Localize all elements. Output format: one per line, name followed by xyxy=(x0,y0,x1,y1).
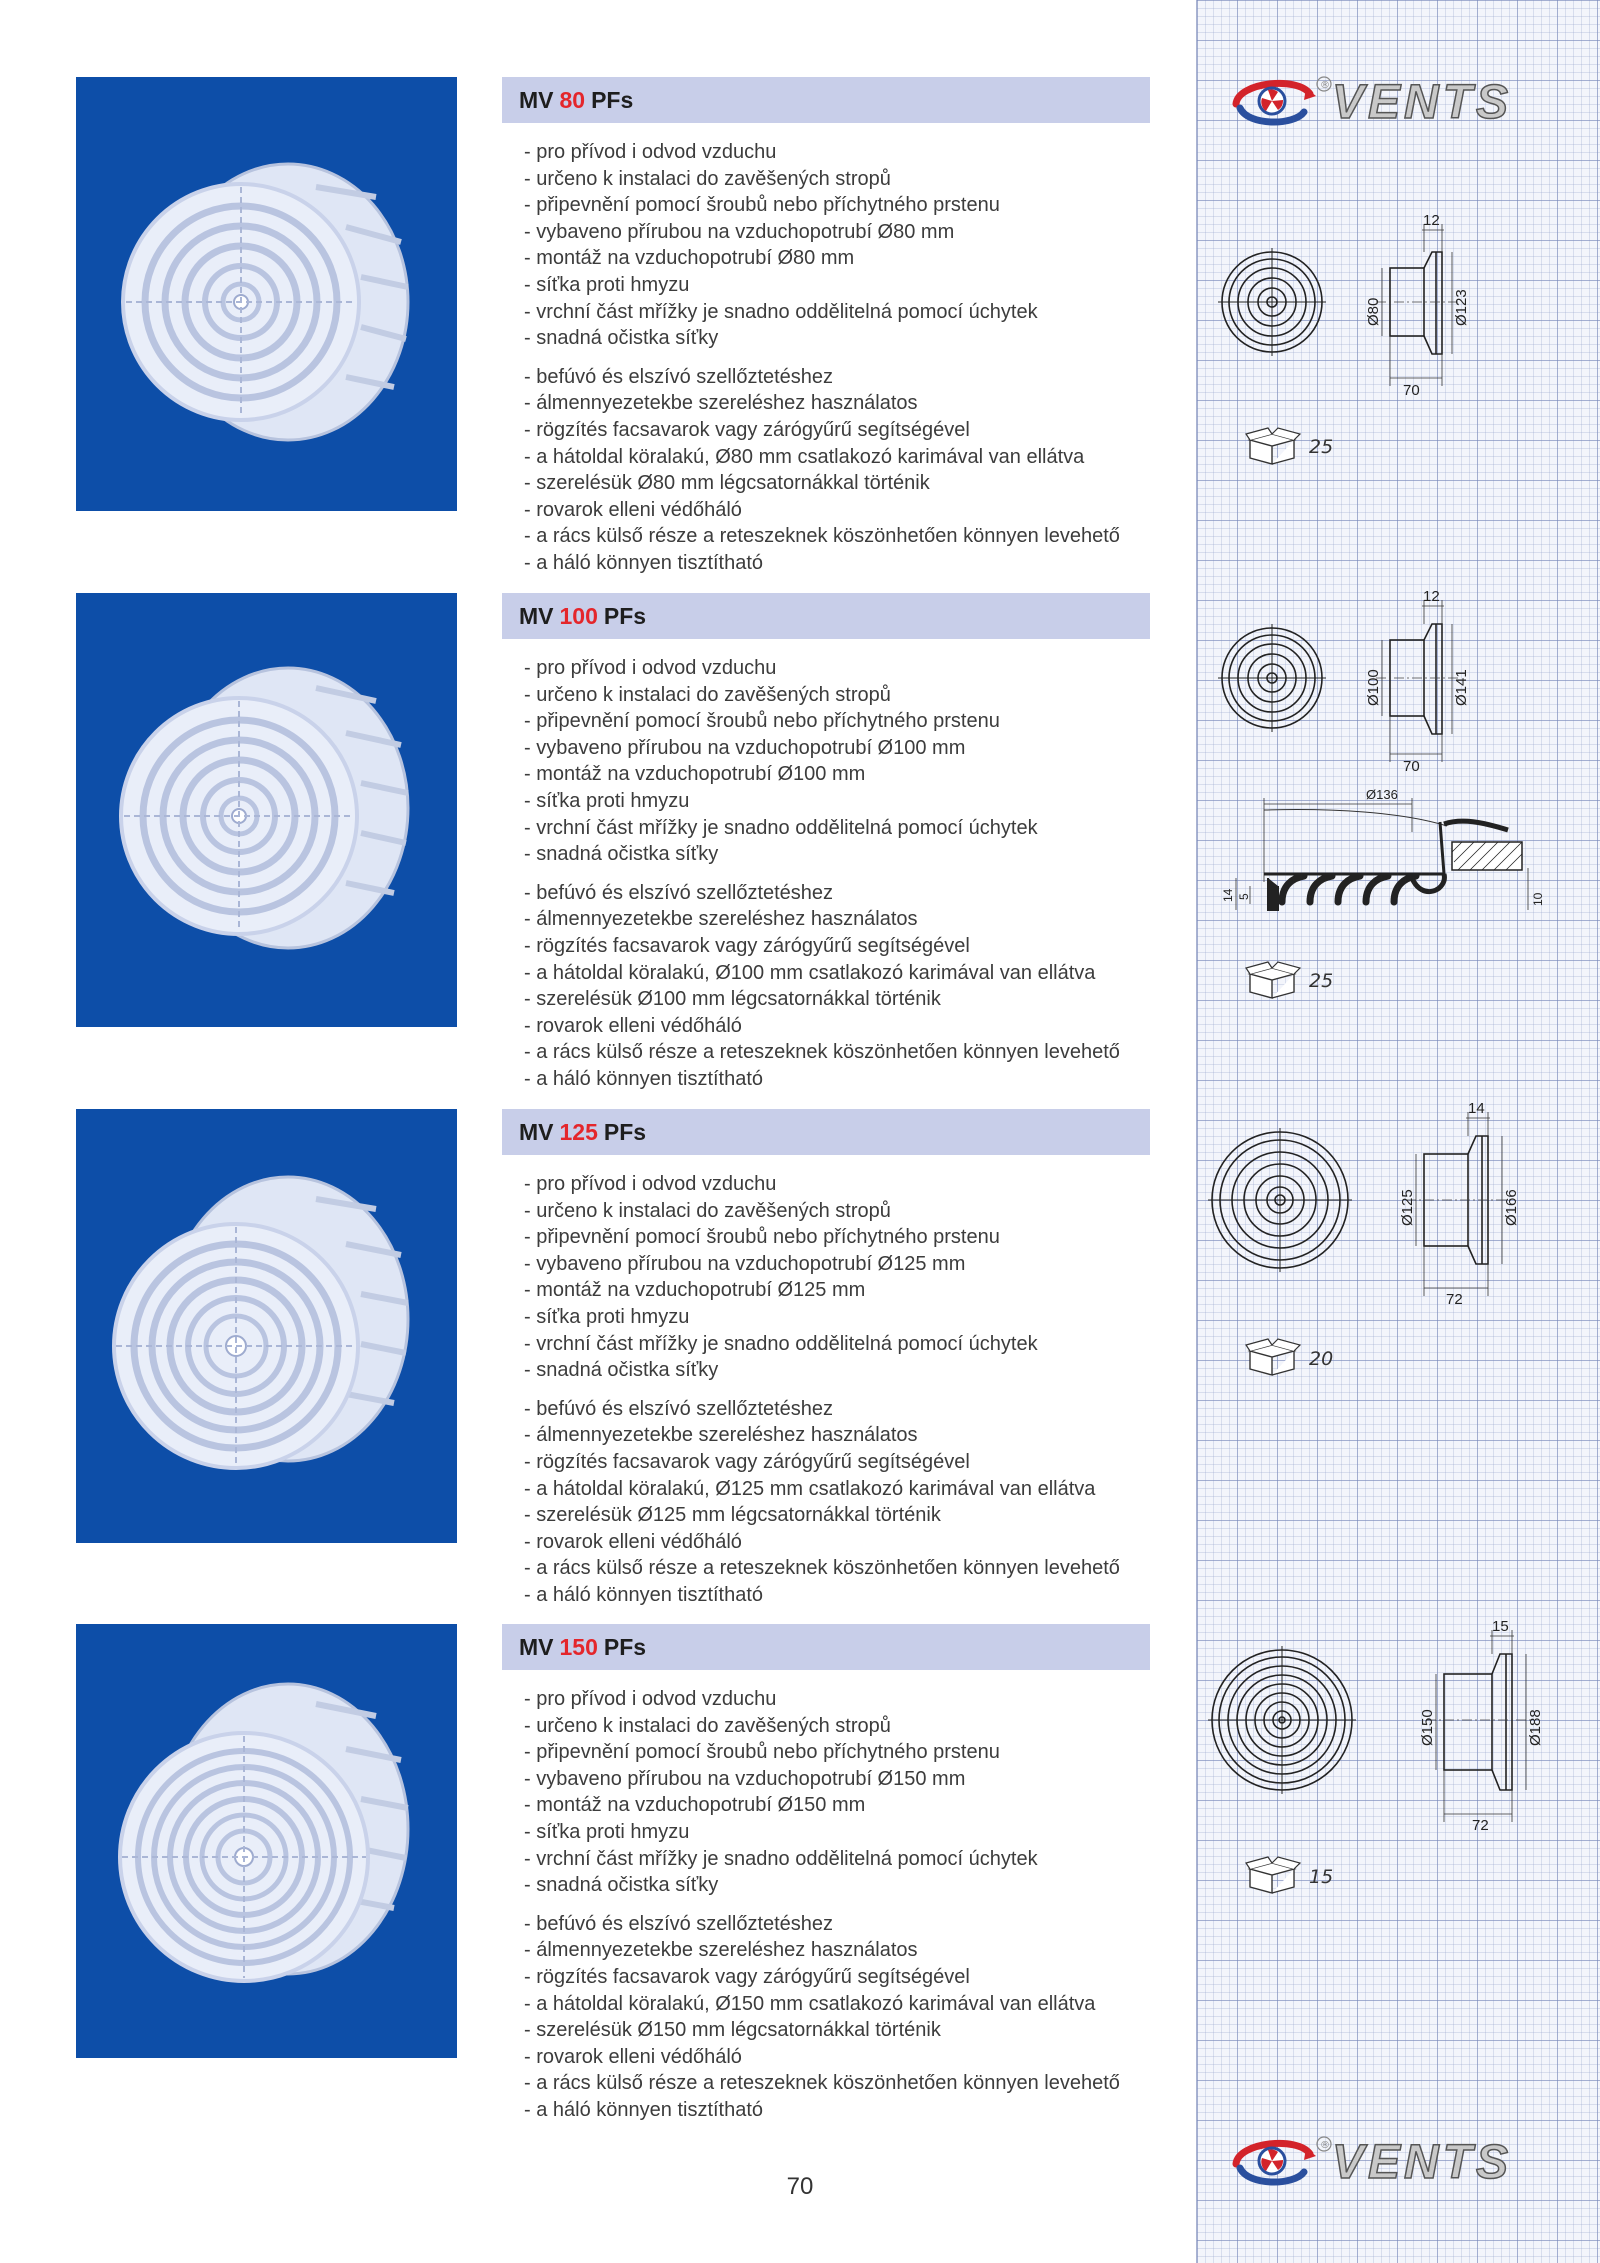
feature-item: - rögzítés facsavarok vagy zárógyűrű segítségével xyxy=(524,934,970,957)
dim-depth: 12 xyxy=(1423,588,1440,605)
model-prefix: MV xyxy=(519,602,554,629)
product-section-mv125 xyxy=(502,1109,1150,1609)
feature-item: - rögzítés facsavarok vagy zárógyűrű segítségével xyxy=(524,1965,970,1988)
pack-quantity: 15 xyxy=(1309,1866,1334,1888)
product-section-mv80 xyxy=(502,77,1150,577)
feature-item: - szerelésük Ø100 mm légcsatornákkal történik xyxy=(524,988,941,1011)
feature-item: - síťka proti hmyzu xyxy=(524,789,690,812)
box-icon xyxy=(1244,1857,1304,1897)
feature-item: - síťka proti hmyzu xyxy=(524,1820,690,1843)
technical-drawing-mv150 xyxy=(1210,1612,1560,1832)
dim-depth: 15 xyxy=(1492,1618,1509,1635)
product-title xyxy=(502,77,1150,123)
feature-item: - montáž na vzduchopotrubí Ø80 mm xyxy=(524,247,855,270)
features-czech xyxy=(502,1171,1150,1384)
product-title xyxy=(502,593,1150,639)
dim-depth: 12 xyxy=(1423,212,1440,229)
model-size: 80 xyxy=(559,86,586,113)
feature-item: - álmennyezetekbe szereléshez használatos xyxy=(524,908,918,931)
feature-item: - vybaveno přírubou na vzduchopotrubí Ø80 mm xyxy=(524,220,955,243)
grille-photo xyxy=(76,77,457,511)
dim-outer-diameter: Ø141 xyxy=(1453,669,1470,706)
feature-item: - befúvó és elszívó szellőztetéshez xyxy=(524,1397,834,1420)
model-suffix: PFs xyxy=(603,1118,647,1145)
feature-item: - szerelésük Ø125 mm légcsatornákkal történik xyxy=(524,1504,941,1527)
features-czech xyxy=(502,139,1150,352)
technical-drawing-mv80 xyxy=(1210,208,1550,398)
feature-item: - vybaveno přírubou na vzduchopotrubí Ø100 mm xyxy=(524,736,966,759)
feature-item: - szerelésük Ø80 mm légcsatornákkal történik xyxy=(524,472,930,495)
vents-logo-top xyxy=(1228,74,1564,129)
feature-item: - připevnění pomocí šroubů nebo příchytného prstenu xyxy=(524,710,1000,733)
dim-section-h1: 14 xyxy=(1221,888,1235,902)
feature-item: - a háló könnyen tisztítható xyxy=(524,1067,764,1090)
feature-item: - určeno k instalaci do zavěšených stropů xyxy=(524,1714,891,1737)
feature-item: - síťka proti hmyzu xyxy=(524,273,690,296)
product-photo-mv150 xyxy=(76,1624,457,2058)
box-icon xyxy=(1244,428,1304,468)
model-prefix: MV xyxy=(519,1633,554,1660)
feature-item: - befúvó és elszívó szellőztetéshez xyxy=(524,1912,834,1935)
feature-item: - snadná očistka síťky xyxy=(524,327,719,350)
dim-inner-diameter: Ø80 xyxy=(1365,297,1382,326)
feature-item: - a háló könnyen tisztítható xyxy=(524,1583,764,1606)
model-size: 150 xyxy=(559,1633,598,1660)
registered-mark: ® xyxy=(1320,80,1330,91)
feature-item: - vrchní část mřížky je snadno oddělitelná pomocí úchytek xyxy=(524,816,1038,839)
feature-item: - pro přívod i odvod vzduchu xyxy=(524,1688,777,1710)
feature-item: - befúvó és elszívó szellőztetéshez xyxy=(524,365,834,388)
grille-photo xyxy=(76,593,457,1027)
features-czech xyxy=(502,655,1150,868)
feature-item: - a rács külső része a reteszeknek köszönhetően könnyen levehető xyxy=(524,1041,1120,1064)
model-suffix: PFs xyxy=(591,86,634,113)
features-hungarian xyxy=(502,880,1150,1093)
feature-item: - befúvó és elszívó szellőztetéshez xyxy=(524,881,834,904)
dim-inner-diameter: Ø125 xyxy=(1399,1189,1416,1226)
feature-item: - álmennyezetekbe szereléshez használatos xyxy=(524,1424,918,1447)
feature-item: - vrchní část mřížky je snadno oddělitelná pomocí úchytek xyxy=(524,1332,1038,1355)
pack-quantity: 25 xyxy=(1309,970,1334,992)
feature-item: - montáž na vzduchopotrubí Ø100 mm xyxy=(524,763,866,786)
dim-outer-diameter: Ø188 xyxy=(1527,1709,1544,1746)
dim-section-diameter: Ø136 xyxy=(1366,787,1398,802)
model-size: 100 xyxy=(559,602,598,629)
model-suffix: PFs xyxy=(603,602,647,629)
dim-section-h3: 10 xyxy=(1531,892,1545,906)
feature-item: - a hátoldal köralakú, Ø150 mm csatlakozó karimával van ellátva xyxy=(524,1992,1096,2015)
feature-item: - určeno k instalaci do zavěšených stropů xyxy=(524,1199,891,1222)
feature-item: - rögzítés facsavarok vagy zárógyűrű segítségével xyxy=(524,418,970,441)
dim-inner-diameter: Ø100 xyxy=(1365,669,1382,706)
feature-item: - álmennyezetekbe szereléshez használatos xyxy=(524,392,918,415)
dim-outer-diameter: Ø166 xyxy=(1503,1189,1520,1226)
features-hungarian xyxy=(502,364,1150,577)
feature-item: - a háló könnyen tisztítható xyxy=(524,2098,764,2121)
product-photo-mv125 xyxy=(76,1109,457,1543)
feature-item: - pro přívod i odvod vzduchu xyxy=(524,141,777,163)
box-icon xyxy=(1244,1339,1304,1379)
feature-item: - připevnění pomocí šroubů nebo příchytného prstenu xyxy=(524,1226,1000,1249)
feature-item: - připevnění pomocí šroubů nebo příchytného prstenu xyxy=(524,194,1000,217)
features-hungarian xyxy=(502,1911,1150,2124)
feature-item: - montáž na vzduchopotrubí Ø150 mm xyxy=(524,1794,866,1817)
feature-item: - a hátoldal köralakú, Ø80 mm csatlakozó karimával van ellátva xyxy=(524,445,1085,468)
feature-item: - a hátoldal köralakú, Ø125 mm csatlakozó karimával van ellátva xyxy=(524,1477,1096,1500)
feature-item: - montáž na vzduchopotrubí Ø125 mm xyxy=(524,1279,866,1302)
feature-item: - vrchní část mřížky je snadno oddělitelná pomocí úchytek xyxy=(524,1847,1038,1870)
model-prefix: MV xyxy=(519,86,554,113)
feature-item: - rögzítés facsavarok vagy zárógyűrű segítségével xyxy=(524,1450,970,1473)
page-number: 70 xyxy=(786,2173,814,2200)
technical-drawing-mv125 xyxy=(1210,1098,1560,1308)
pack-quantity: 20 xyxy=(1309,1348,1334,1370)
feature-item: - snadná očistka síťky xyxy=(524,1359,719,1382)
product-photo-mv80 xyxy=(76,77,457,511)
dim-length: 70 xyxy=(1403,758,1420,775)
model-prefix: MV xyxy=(519,1118,554,1145)
feature-item: - určeno k instalaci do zavěšených stropů xyxy=(524,167,891,190)
feature-item: - rovarok elleni védőháló xyxy=(524,2045,742,2068)
box-icon xyxy=(1244,962,1304,1002)
dim-length: 70 xyxy=(1403,382,1420,399)
grille-photo xyxy=(76,1109,457,1543)
feature-item: - vybaveno přírubou na vzduchopotrubí Ø125 mm xyxy=(524,1252,966,1275)
dim-outer-diameter: Ø123 xyxy=(1453,289,1470,326)
feature-item: - síťka proti hmyzu xyxy=(524,1305,690,1328)
feature-item: - rovarok elleni védőháló xyxy=(524,498,742,521)
vents-logo-bottom xyxy=(1228,2134,1564,2189)
feature-item: - a rács külső része a reteszeknek köszönhetően könnyen levehető xyxy=(524,1557,1120,1580)
dim-length: 72 xyxy=(1472,1817,1489,1834)
dim-depth: 14 xyxy=(1468,1100,1485,1117)
grille-photo xyxy=(76,1624,457,2058)
brand-wordmark: VENTS xyxy=(1332,76,1513,129)
feature-item: - a rács külső része a reteszeknek köszönhetően könnyen levehető xyxy=(524,2072,1120,2095)
feature-item: - vrchní část mřížky je snadno oddělitelná pomocí úchytek xyxy=(524,300,1038,323)
feature-item: - vybaveno přírubou na vzduchopotrubí Ø150 mm xyxy=(524,1767,966,1790)
feature-item: - rovarok elleni védőháló xyxy=(524,1530,742,1553)
dim-section-h2: 5 xyxy=(1237,893,1251,900)
feature-item: - rovarok elleni védőháló xyxy=(524,1014,742,1037)
feature-item: - pro přívod i odvod vzduchu xyxy=(524,657,777,679)
feature-item: - pro přívod i odvod vzduchu xyxy=(524,1173,777,1195)
pack-quantity: 25 xyxy=(1309,436,1334,458)
product-title xyxy=(502,1109,1150,1155)
model-suffix: PFs xyxy=(603,1633,647,1660)
feature-item: - určeno k instalaci do zavěšených stropů xyxy=(524,683,891,706)
product-section-mv150 xyxy=(502,1624,1150,2124)
technical-drawing-mv100 xyxy=(1210,584,1550,774)
dim-length: 72 xyxy=(1446,1291,1463,1308)
features-hungarian xyxy=(502,1396,1150,1609)
registered-mark: ® xyxy=(1320,2140,1330,2151)
feature-item: - a hátoldal köralakú, Ø100 mm csatlakozó karimával van ellátva xyxy=(524,961,1096,984)
feature-item: - a háló könnyen tisztítható xyxy=(524,551,764,574)
product-section-mv100 xyxy=(502,593,1150,1093)
product-title xyxy=(502,1624,1150,1670)
brand-wordmark: VENTS xyxy=(1332,2136,1513,2189)
features-czech xyxy=(502,1686,1150,1899)
cross-section-drawing xyxy=(1212,782,1545,932)
product-photo-mv100 xyxy=(76,593,457,1027)
feature-item: - a rács külső része a reteszeknek köszönhetően könnyen levehető xyxy=(524,525,1120,548)
dim-inner-diameter: Ø150 xyxy=(1419,1709,1436,1746)
feature-item: - snadná očistka síťky xyxy=(524,843,719,866)
feature-item: - szerelésük Ø150 mm légcsatornákkal történik xyxy=(524,2019,941,2042)
feature-item: - připevnění pomocí šroubů nebo příchytného prstenu xyxy=(524,1741,1000,1764)
feature-item: - snadná očistka síťky xyxy=(524,1874,719,1897)
feature-item: - álmennyezetekbe szereléshez használatos xyxy=(524,1939,918,1962)
model-size: 125 xyxy=(559,1118,598,1145)
